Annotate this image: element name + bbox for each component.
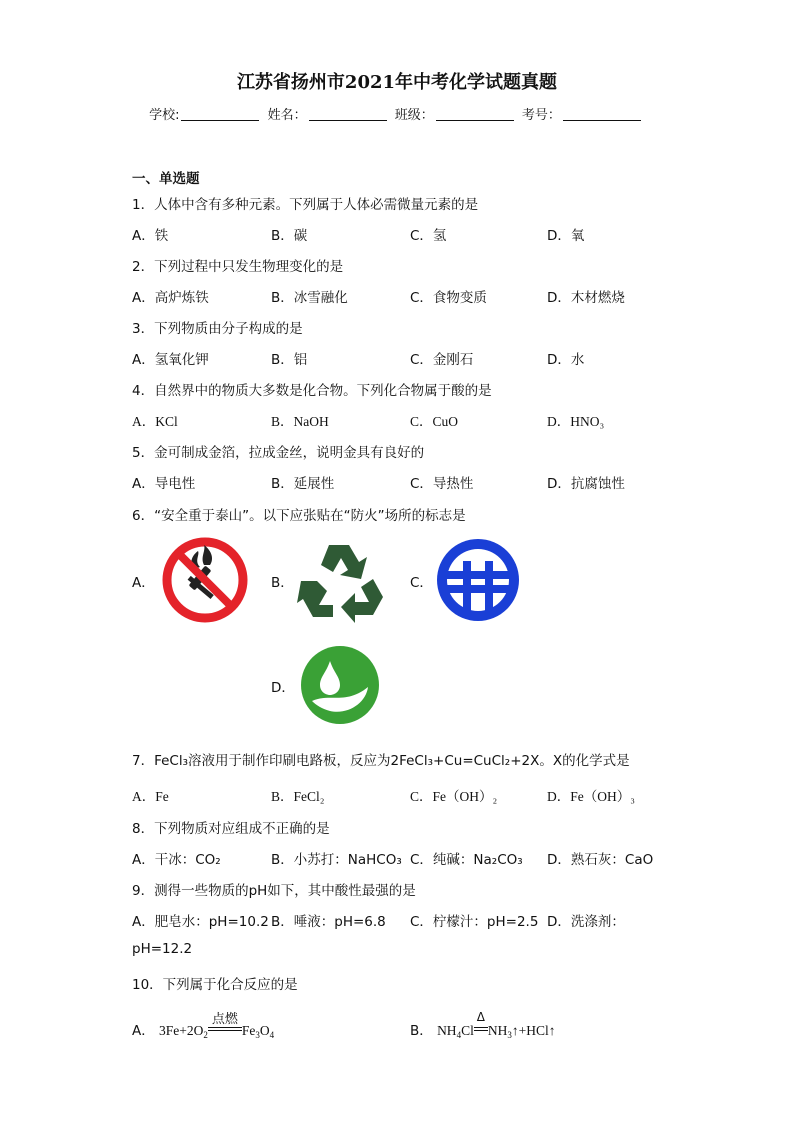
- q8-option-a: A．干冰：CO₂: [132, 852, 221, 868]
- q1-option-c: C．氢: [410, 228, 447, 244]
- q6-option-d: D．: [271, 680, 295, 696]
- q9-option-d: D．洗涤剂：: [547, 914, 625, 930]
- q2-option-c: C．食物变质: [410, 290, 487, 306]
- q6-option-a: A．: [132, 575, 155, 591]
- section-heading: 一、单选题: [132, 171, 200, 187]
- reaction-condition-heat: Δ: [474, 1023, 488, 1039]
- q8-option-c: C．纯碱：Na₂CO₃: [410, 852, 523, 868]
- q9-option-c: C．柠檬汁：pH=2.5: [410, 914, 539, 930]
- q4-option-a: A．KCl: [132, 414, 178, 429]
- name-label: 姓名：: [267, 108, 307, 123]
- page-title: 江苏省扬州市2021年中考化学试题真题: [236, 72, 558, 93]
- q3-option-b: B．铝: [271, 352, 308, 368]
- q4-option-d: D．HNO₃: [547, 414, 605, 429]
- q3-option-d: D．水: [547, 352, 585, 368]
- q2-option-b: B．冰雪融化: [271, 290, 348, 306]
- q7-option-a: A．Fe: [132, 789, 169, 804]
- q4-option-b: B．NaOH: [271, 414, 329, 429]
- class-blank[interactable]: [436, 107, 514, 121]
- school-label: 学校:: [149, 108, 180, 123]
- question-5-stem: 5．金可制成金箔，拉成金丝，说明金具有良好的: [132, 445, 425, 461]
- q1-option-d: D．氧: [547, 228, 585, 244]
- student-info-line: [0, 104, 794, 123]
- q4-option-c: C．CuO: [410, 414, 459, 429]
- q9-option-a: A．肥皂水：pH=10.2: [132, 914, 269, 930]
- q10-option-b-label: B．: [410, 1023, 433, 1039]
- q8-option-d: D．熟石灰：CaO: [547, 852, 654, 868]
- no-fire-sign-icon: [160, 535, 250, 625]
- q5-option-d: D．抗腐蚀性: [547, 476, 625, 492]
- reaction-condition-ignite: 点燃: [208, 1023, 242, 1039]
- q7-option-b: B．FeCl₂: [271, 789, 325, 804]
- q10-option-b: [410, 1010, 556, 1040]
- q5-option-b: B．延展性: [271, 476, 335, 492]
- question-9-stem: 9．测得一些物质的pH如下，其中酸性最强的是: [132, 883, 416, 899]
- number-blank[interactable]: [563, 107, 641, 121]
- q7-option-d: D．Fe（OH）₃: [547, 789, 635, 804]
- recycle-sign-icon: [297, 535, 389, 627]
- name-blank[interactable]: [309, 107, 387, 121]
- q5-option-c: C．导热性: [410, 476, 474, 492]
- question-7-stem: 7．FeCl₃溶液用于制作印刷电路板，反应为2FeCl₃+Cu=CuCl₂+2X。X的化学式是: [132, 753, 630, 769]
- question-10-stem: 10．下列属于化合反应的是: [132, 977, 298, 993]
- question-4-stem: 4．自然界中的物质大多数是化合物。下列化合物属于酸的是: [132, 383, 492, 399]
- q10-option-a-label: A．: [132, 1023, 155, 1039]
- question-8-stem: 8．下列物质对应组成不正确的是: [132, 821, 330, 837]
- q10-option-b-equation: $NH_4Cl$ Δ $NH_3↑+HCl↑$: [437, 1010, 556, 1040]
- class-label: 班级：: [394, 108, 434, 123]
- q1-option-b: B．碳: [271, 228, 308, 244]
- q5-option-a: A．导电性: [132, 476, 196, 492]
- q8-option-b: B．小苏打：NaHCO₃: [271, 852, 402, 868]
- question-6-stem: 6．“安全重于泰山”。以下应张贴在“防火”场所的标志是: [132, 508, 466, 524]
- question-1-stem: 1．人体中含有多种元素。下列属于人体必需微量元素的是: [132, 197, 479, 213]
- q2-option-a: A．高炉炼铁: [132, 290, 209, 306]
- question-3-stem: 3．下列物质由分子构成的是: [132, 321, 303, 337]
- q3-option-c: C．金刚石: [410, 352, 474, 368]
- q9-option-d-continued: pH=12.2: [132, 941, 193, 957]
- q9-option-b: B．唾液：pH=6.8: [271, 914, 386, 930]
- water-saving-sign-icon: [300, 645, 380, 725]
- q2-option-d: D．木材燃烧: [547, 290, 625, 306]
- q10-option-a: [132, 1012, 275, 1040]
- q1-option-a: A．铁: [132, 228, 169, 244]
- school-blank[interactable]: [181, 107, 259, 121]
- q3-option-a: A．氢氧化钾: [132, 352, 209, 368]
- blue-emblem-sign-icon: [435, 537, 521, 623]
- number-label: 考号：: [521, 108, 561, 123]
- question-2-stem: 2．下列过程中只发生物理变化的是: [132, 259, 344, 275]
- q10-option-a-equation: $3Fe+2O_2$ 点燃 $Fe_3O_4$: [159, 1012, 275, 1040]
- q6-option-b: B．: [271, 575, 294, 591]
- q7-option-c: C．Fe（OH）₂: [410, 789, 498, 804]
- q6-option-c: C．: [410, 575, 433, 591]
